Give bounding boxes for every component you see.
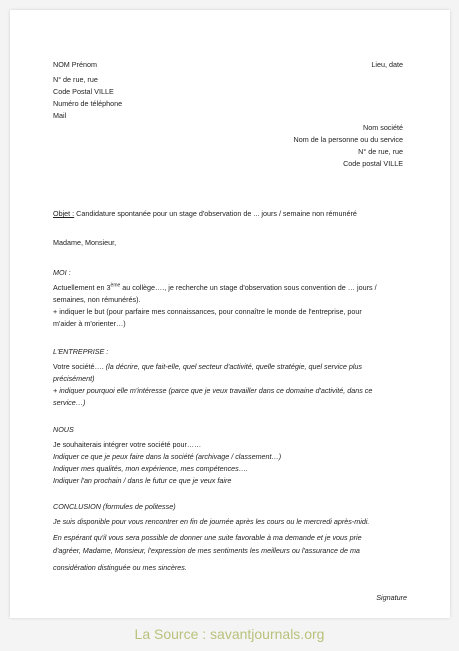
object-text: Candidature spontanée pour un stage d'observation de ... jours / semaine non rémunéré [74, 209, 357, 218]
nous-line-4: Indiquer l'an prochain / dans le futur ce que je veux faire [53, 476, 232, 485]
sender-mail: Mail [53, 111, 67, 120]
entreprise-line-1b: (la décrire, que fait-elle, quel secteur d'activité, quelle stratégie, quel service plus [103, 362, 363, 371]
sender-name: NOM Prénom [53, 60, 97, 69]
sender-city: Code Postal VILLE [53, 87, 114, 96]
moi-line-1a: Actuellement en 3 [53, 283, 111, 292]
conclusion-line-1: Je suis disponible pour vous rencontrer en fin de journée après les cours ou le mercredi après-midi. [53, 517, 370, 526]
conclusion-line-2: En espérant qu'il vous sera possible de donner une suite favorable à ma demande et je vous prie [53, 533, 362, 542]
moi-line-1 [53, 283, 377, 293]
recipient-company: Nom société [363, 123, 403, 132]
entreprise-line-3: + indiquer pourquoi elle m'intéresse (parce que je veux travailler dans ce domaine d'activité, dans ce [53, 386, 373, 395]
nous-line-2: Indiquer ce que je peux faire dans la société (archivage / classement…) [53, 452, 282, 461]
sender-street: N° de rue, rue [53, 75, 98, 84]
moi-line-1-sup: ème [110, 282, 121, 289]
salutation: Madame, Monsieur, [53, 238, 117, 247]
entreprise-line-2: précisément) [53, 374, 95, 383]
moi-line-1b: au collège…., je recherche un stage d'observation sous convention de … jours / [120, 283, 377, 292]
entreprise-line-4: service…) [53, 398, 86, 407]
conclusion-line-3: d'agréer, Madame, Monsieur, l'expression de mes sentiments les meilleurs ou l'assurance de ma [53, 546, 360, 555]
object-label: Objet : [53, 209, 75, 218]
recipient-street: N° de rue, rue [358, 147, 403, 156]
entreprise-heading: L'ENTREPRISE : [53, 347, 109, 356]
place-date: Lieu, date [371, 60, 403, 69]
nous-line-3: Indiquer mes qualités, mon expérience, mes compétences…. [53, 464, 248, 473]
source-footer: La Source : savantjournals.org [134, 626, 325, 642]
conclusion-heading: CONCLUSION (formules de politesse) [53, 502, 176, 511]
entreprise-line-1a: Votre société…. [53, 362, 104, 371]
nous-line-1: Je souhaiterais intégrer votre société pour…… [53, 440, 202, 449]
moi-heading: MOI : [53, 268, 71, 277]
recipient-person: Nom de la personne ou du service [293, 135, 403, 144]
sender-phone: Numéro de téléphone [53, 99, 123, 108]
moi-line-2: semaines, non rémunérés). [53, 295, 141, 304]
entreprise-line-1 [53, 362, 362, 372]
moi-line-4: m'aider à m'orienter…) [53, 319, 126, 328]
moi-line-3: + indiquer le but (pour parfaire mes connaissances, pour connaître le monde de l'entreprise, pour [53, 307, 362, 316]
nous-heading: NOUS [53, 425, 74, 434]
recipient-city: Code postal VILLE [343, 159, 403, 168]
conclusion-line-4: considération distinguée ou mes sincères. [53, 563, 187, 572]
signature: Signature [376, 593, 407, 602]
object-line [53, 209, 357, 219]
